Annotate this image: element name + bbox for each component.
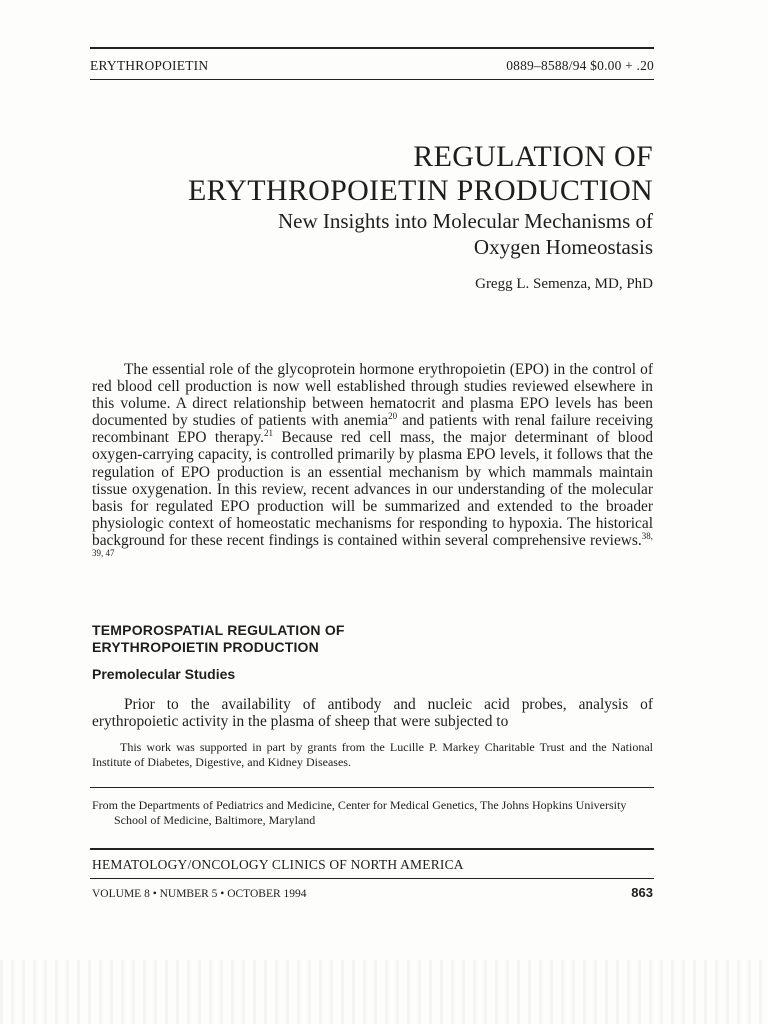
article-subtitle <box>90 208 653 260</box>
subtitle-line-2: Oxygen Homeostasis <box>473 235 653 259</box>
subsection-heading: Premolecular Studies <box>92 666 236 682</box>
running-head-title: ERYTHROPOIETIN <box>90 58 209 73</box>
intro-text-a: The essential role of the glycoprotein hormone erythropoietin (EPO) in the control of red blood cell production is now well established through studies reviewed elsewhere in this volume. A direct relationship between hematocrit and plasma EPO levels has been documented by studies of patients with anemia <box>92 361 653 430</box>
page-number: 863 <box>631 885 653 900</box>
section-paragraph: Prior to the availability of antibody and nucleic acid probes, analysis of erythropoietic activity in the plasma of sheep that were subjected to <box>92 696 653 731</box>
issue-rule <box>90 878 654 879</box>
footnote-rule <box>90 787 654 788</box>
title-line-2: ERYTHROPOIETIN PRODUCTION <box>188 174 653 207</box>
header-rule <box>90 79 654 80</box>
title-line-1: REGULATION OF <box>413 140 653 173</box>
journal-name: HEMATOLOGY/ONCOLOGY CLINICS OF NORTH AMERICA <box>92 857 464 872</box>
scan-artifact-strip <box>0 960 768 1024</box>
author-name: Gregg L. Semenza, MD, PhD <box>475 276 653 292</box>
intro-text-c: Because red cell mass, the major determinant of blood oxygen-carrying capacity, is controlled primarily by plasma EPO levels, it follows that the regulation of EPO production is an essential mechanism by which mammals maintain tissue oxygenation. In this review, recent advances in our understanding of the molecular basis for regulated EPO production will be summarized and extended to the broader physiologic context of homeostatic mechanisms for responding to hypoxia. The historical background for these recent findings is contained within several comprehensive reviews. <box>92 429 653 549</box>
funding-footnote: This work was supported in part by grants from the Lucille P. Markey Charitable Trust and the National Institute of Diabetes, Digestive, and Kidney Diseases. <box>92 740 653 769</box>
author-affiliation: From the Departments of Pediatrics and Medicine, Center for Medical Genetics, The Johns Hopkins University School of Medicine, Baltimore, Maryland <box>92 798 627 827</box>
intro-text-b: and patients with renal failure receiving recombinant EPO therapy. <box>92 412 653 447</box>
article-code: 0889–8588/94 $0.00 + .20 <box>506 58 654 73</box>
ref-epo-therapy: 21 <box>263 428 273 439</box>
section-heading <box>92 622 653 656</box>
ref-anemia: 20 <box>388 411 398 422</box>
section-heading-line-2: ERYTHROPOIETIN PRODUCTION <box>92 639 319 655</box>
issue-line <box>92 885 653 900</box>
journal-rule <box>90 848 654 850</box>
top-rule <box>90 47 654 49</box>
running-head <box>90 58 654 74</box>
subtitle-line-1: New Insights into Molecular Mechanisms of <box>277 209 653 233</box>
section-heading-line-1: TEMPOROSPATIAL REGULATION OF <box>92 622 345 638</box>
ref-reviews: 38, 39, 47 <box>92 530 653 558</box>
article-title <box>90 140 653 208</box>
intro-paragraph <box>92 361 653 566</box>
issue-info: VOLUME 8 • NUMBER 5 • OCTOBER 1994 <box>92 888 307 900</box>
